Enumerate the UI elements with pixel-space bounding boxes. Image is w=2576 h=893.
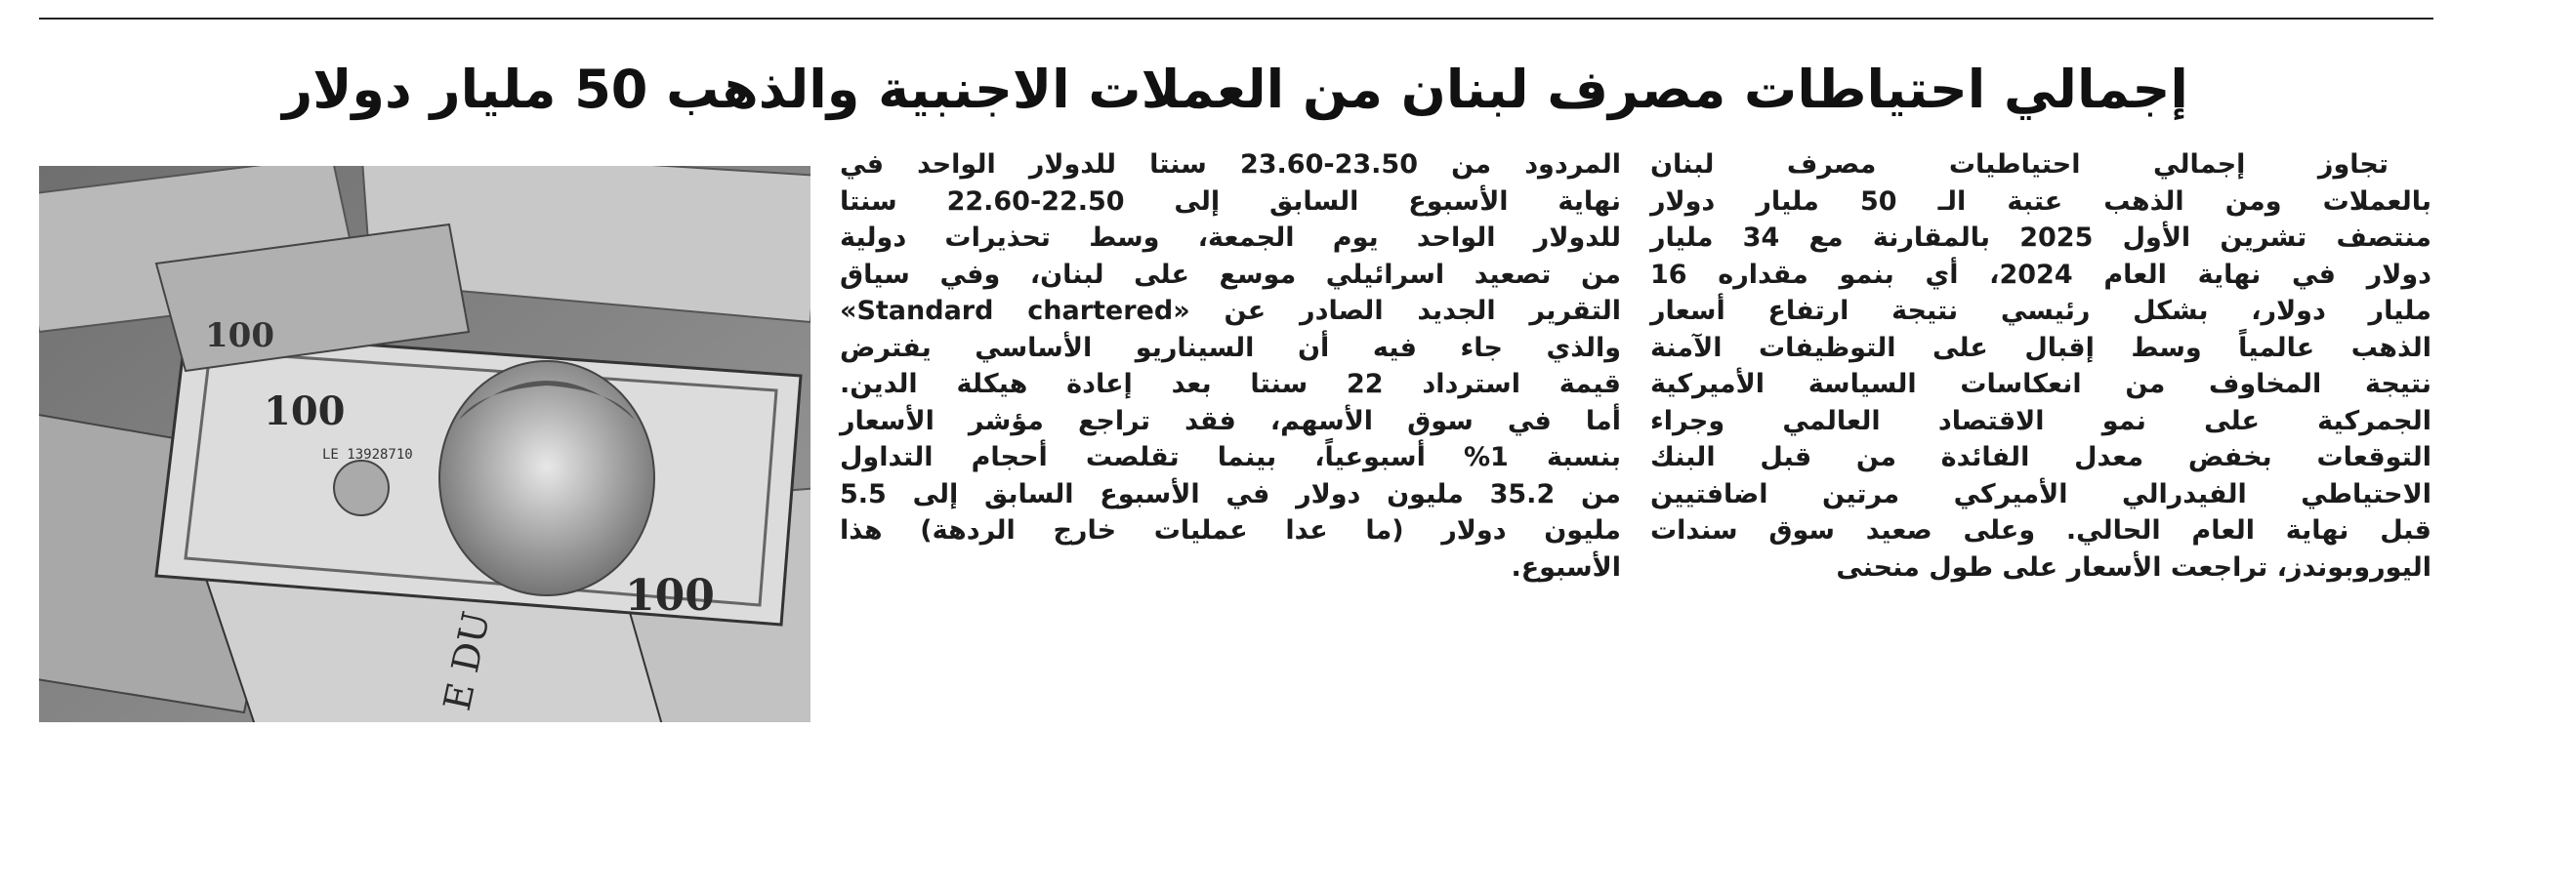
article-line: دولار في نهاية العام 2024، أي بنمو مقداره 16 bbox=[1650, 259, 2432, 290]
article-line: بالعملات ومن الذهب عتبة الـ 50 مليار دولار bbox=[1650, 185, 2431, 217]
svg-text:LE 13928710: LE 13928710 bbox=[322, 447, 413, 463]
article-column-middle bbox=[840, 146, 1621, 586]
article-line: قيمة استرداد 22 سنتا بعد إعادة هيكلة الدين. bbox=[840, 369, 1621, 399]
article-line: تجاوز إجمالي احتياطيات مصرف لبنان bbox=[1650, 149, 2389, 180]
svg-text:100: 100 bbox=[205, 316, 274, 355]
svg-text:100: 100 bbox=[625, 571, 715, 621]
article-line: قبل نهاية العام الحالي. وعلى صعيد سوق سندات bbox=[1650, 515, 2431, 546]
dollar-note-main bbox=[156, 332, 801, 625]
top-rule bbox=[39, 18, 2433, 20]
article-line: التوقعات بخفض معدل الفائدة من قبل البنك bbox=[1650, 442, 2431, 472]
article-line: منتصف تشرين الأول 2025 بالمقارنة مع 34 مليار bbox=[1650, 223, 2431, 253]
article-line: من 35.2 مليون دولار في الأسبوع السابق إلى 5.5 bbox=[840, 478, 1621, 509]
article-headline: إجمالي احتياطات مصرف لبنان من العملات الاجنبية والذهب 50 مليار دولار bbox=[282, 59, 2188, 120]
article-line: أما في سوق الأسهم، فقد تراجع مؤشر الأسعار bbox=[840, 405, 1621, 436]
article-line: المردود من 23.50-23.60 سنتا للدولار الواحد في bbox=[840, 149, 1621, 180]
banknotes-photo bbox=[39, 166, 810, 722]
article-line: نتيجة المخاوف من انعكاسات السياسة الأميركية bbox=[1650, 369, 2431, 399]
article-column-right bbox=[1650, 146, 2431, 586]
svg-text:100: 100 bbox=[264, 388, 346, 434]
article-line: مليون دولار (ما عدا عمليات خارج الردهة) هذا bbox=[840, 515, 1621, 546]
article-line: من تصعيد اسرائيلي موسع على لبنان، وفي سياق bbox=[840, 259, 1621, 290]
article-line: الذهب عالمياً وسط إقبال على التوظيفات الآمنة bbox=[1650, 332, 2431, 363]
article-line: مليار دولار، بشكل رئيسي نتيجة ارتفاع أسعار bbox=[1650, 296, 2431, 326]
article-line: والذي جاء فيه أن السيناريو الأساسي يفترض bbox=[840, 332, 1621, 363]
article-line: الجمركية على نمو الاقتصاد العالمي وجراء bbox=[1650, 405, 2431, 436]
article-line: اليوروبوندز، تراجعت الأسعار على طول منحنى bbox=[1836, 551, 2431, 583]
article-line: التقرير الجديد الصادر عن «Standard chartered» bbox=[840, 296, 1621, 326]
article-line: نهاية الأسبوع السابق إلى 22.50-22.60 سنتا bbox=[840, 185, 1621, 217]
article-line: الأسبوع. bbox=[1511, 551, 1621, 583]
article-line: للدولار الواحد يوم الجمعة، وسط تحذيرات دولية bbox=[840, 223, 1621, 253]
article-line: بنسبة 1% أسبوعياً، بينما تقلصت أحجام التداول bbox=[840, 442, 1621, 472]
article-line: الاحتياطي الفيدرالي الأميركي مرتين اضافتيين bbox=[1650, 478, 2431, 509]
